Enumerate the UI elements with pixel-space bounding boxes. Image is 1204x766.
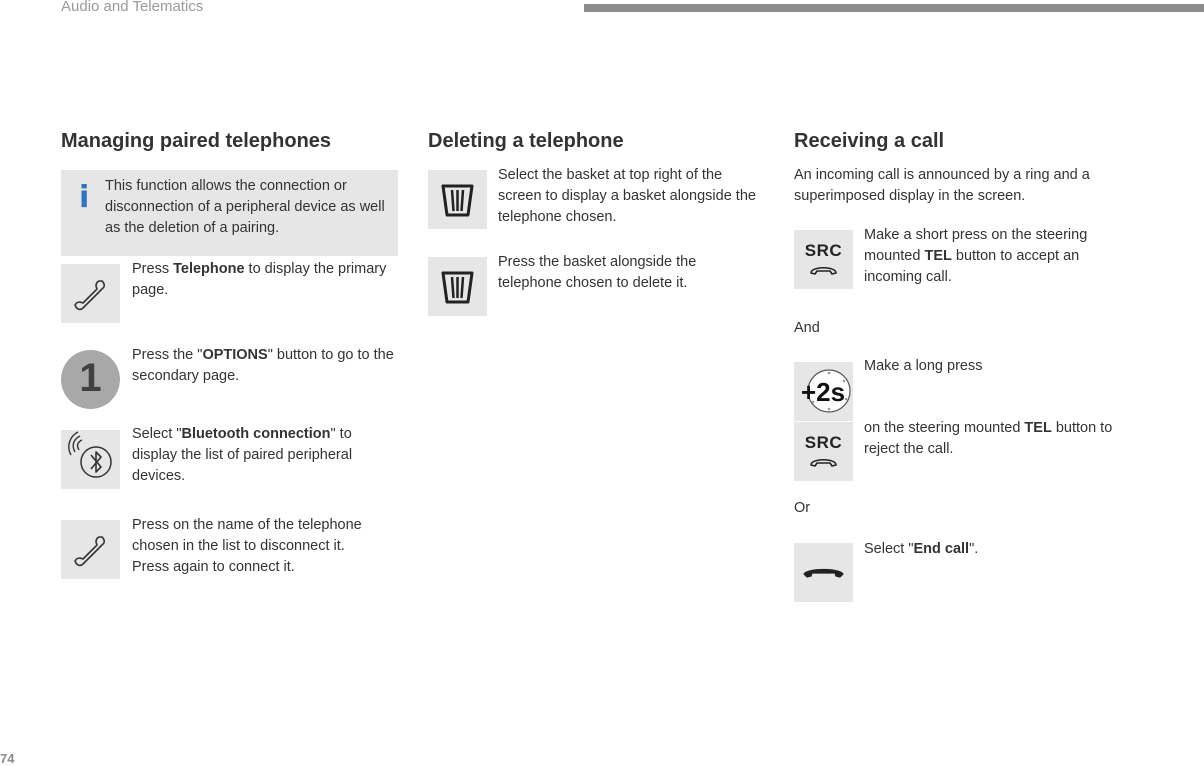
header-bar: [584, 4, 1204, 12]
info-box: [61, 170, 398, 256]
section-header-title: Audio and Telematics: [61, 0, 204, 15]
managing-step3-text: Select "Bluetooth connection" to display the list of paired peripheral devices.: [132, 426, 353, 484]
telephone-icon: [61, 520, 120, 579]
end-call-icon: [794, 543, 853, 602]
src-button-icon: SRC: [794, 422, 853, 481]
managing-step2-text: Press the "OPTIONS" button to go to the secondary page.: [132, 347, 394, 384]
receiving-step2-text: Make a long press: [864, 358, 983, 374]
src-button-icon: SRC: [794, 230, 853, 289]
bluetooth-icon: [61, 430, 120, 489]
or-label: Or: [794, 500, 811, 516]
receiving-step4-text: Select "End call".: [864, 541, 979, 557]
deleting-step2-text: Press the basket alongside the telephone chosen to delete it.: [498, 254, 697, 291]
deleting-step1-text: Select the basket at top right of the screen to display a basket alongside the telephone chosen.: [498, 167, 756, 225]
page-number: 74: [0, 751, 15, 766]
managing-title: Managing paired telephones: [61, 130, 332, 152]
managing-step1-text: Press Telephone to display the primary page.: [132, 261, 387, 298]
basket-icon: [428, 257, 487, 316]
receiving-step3-text: on the steering mounted TEL button to reject the call.: [864, 420, 1113, 457]
basket-icon: [428, 170, 487, 229]
and-label: And: [794, 320, 820, 336]
deleting-title: Deleting a telephone: [428, 130, 624, 152]
managing-step4-text: Press on the name of the telephone chosen in the list to disconnect it. Press again to connect it.: [132, 517, 362, 575]
telephone-icon: [61, 264, 120, 323]
step-number-badge: 1: [61, 350, 120, 409]
long-press-icon: [794, 362, 853, 421]
receiving-title: Receiving a call: [794, 130, 945, 152]
info-text: This function allows the connection or disconnection of a peripheral device as well as the deletion of a pairing.: [105, 178, 385, 236]
info-icon: i: [79, 180, 90, 215]
receiving-step1-text: Make a short press on the steering mounted TEL button to accept an incoming call.: [864, 227, 1088, 285]
receiving-intro-text: An incoming call is announced by a ring and a superimposed display in the screen.: [794, 167, 1090, 204]
svg-text:+2s: +2s: [800, 377, 846, 407]
